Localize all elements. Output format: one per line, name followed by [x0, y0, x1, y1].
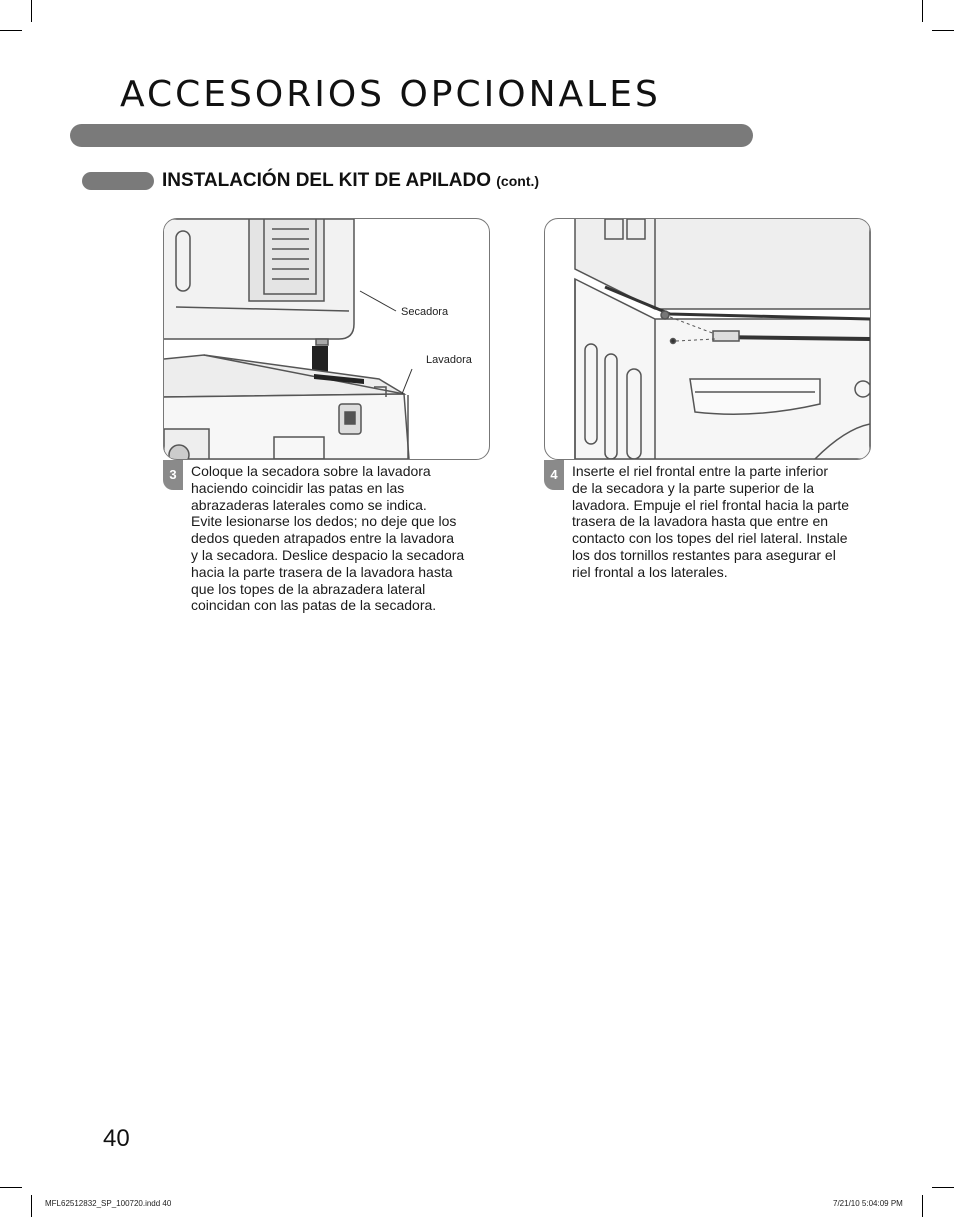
- step-3-badge: 3: [163, 460, 183, 490]
- step-3-line: dedos queden atrapados entre la lavadora: [191, 530, 455, 547]
- title-divider-bar: [70, 124, 753, 147]
- crop-mark: [922, 1195, 923, 1217]
- step-4-line: riel frontal a los laterales.: [572, 563, 728, 580]
- dryer-on-washer-drawing: [164, 219, 489, 459]
- label-dryer: Secadora: [401, 306, 449, 318]
- step-3-line: coincidan con las patas de la secadora.: [191, 597, 437, 614]
- step-4-line: Inserte el riel frontal entre la parte inferior: [572, 463, 829, 479]
- step-3-illustration: [163, 218, 490, 460]
- step-3-line: Evite lesionarse los dedos; no deje que los: [191, 513, 457, 530]
- crop-mark: [932, 1187, 954, 1188]
- step-4-line: lavadora. Empuje el riel frontal hacia la parte: [572, 496, 850, 513]
- step-3-line: abrazaderas laterales como se indica.: [191, 496, 427, 513]
- step-4-line: contacto con los topes del riel lateral. Instale: [572, 530, 848, 547]
- step-3-line: que los topes de la abrazadera lateral: [191, 580, 426, 597]
- section-marker: [82, 172, 154, 190]
- section-heading-text: INSTALACIÓN DEL KIT DE APILADO: [162, 170, 491, 191]
- step-3-line: y la secadora. Deslice despacio la secadora: [191, 546, 465, 563]
- step-4-illustration: [544, 218, 871, 460]
- front-rail-drawing: [545, 219, 870, 459]
- step-4-text: [572, 463, 849, 581]
- step-4-line: de la secadora y la parte superior de la: [572, 479, 815, 496]
- crop-mark: [932, 30, 954, 31]
- crop-mark: [0, 1187, 22, 1188]
- step-3-line: Coloque la secadora sobre la lavadora: [191, 463, 431, 479]
- footer-file-info: MFL62512832_SP_100720.indd 40: [45, 1199, 172, 1208]
- page-number: 40: [103, 1125, 130, 1152]
- step-3-text: [191, 463, 464, 614]
- label-washer: Lavadora: [426, 354, 472, 366]
- crop-mark: [31, 1195, 32, 1217]
- crop-mark: [0, 30, 22, 31]
- page-title: ACCESORIOS OPCIONALES: [120, 74, 661, 115]
- section-heading-suffix: (cont.): [496, 173, 540, 189]
- crop-mark: [31, 0, 32, 22]
- step-4-line: trasera de la lavadora hasta que entre en: [572, 513, 829, 530]
- step-3-line: hacia la parte trasera de la lavadora hasta: [191, 563, 453, 580]
- step-4-badge: 4: [544, 460, 564, 490]
- step-4-line: los dos tornillos restantes para asegurar el: [572, 546, 836, 563]
- footer-timestamp: 7/21/10 5:04:09 PM: [833, 1199, 903, 1208]
- step-3-line: haciendo coincidir las patas en las: [191, 479, 405, 496]
- section-heading: [162, 170, 539, 192]
- crop-mark: [922, 0, 923, 22]
